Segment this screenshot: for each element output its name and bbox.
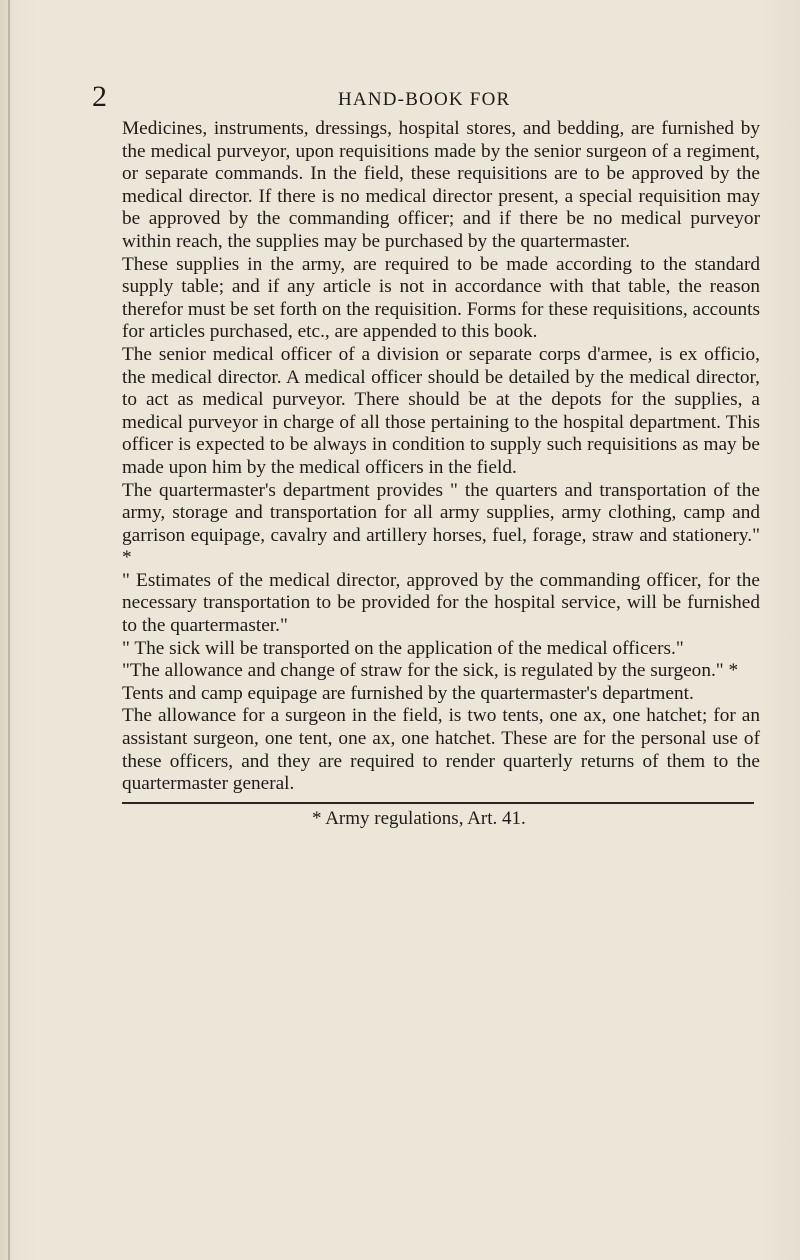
paragraph-tents: Tents and camp equipage are furnished by the quartermaster's department. bbox=[122, 682, 694, 704]
footnote-rule bbox=[122, 802, 754, 804]
paragraph-senior-officer: The senior medical officer of a division or separate corps d'armee, is ex officio, the medical director. A medical officer should be detailed by the medical director, to act as medical purveyor. There should be at the depots for the supplies, a medical purveyor in charge of all those pertaining to the hospital department. This officer is expected to be always in condition to supply such requisitions as may be made upon him by the medical officers in the field. bbox=[122, 343, 760, 478]
running-head: HAND-BOOK FOR bbox=[338, 89, 511, 110]
body-text bbox=[122, 118, 760, 796]
page-number: 2 bbox=[92, 80, 107, 113]
paragraph-straw: "The allowance and change of straw for the sick, is regulated by the surgeon." * bbox=[122, 660, 739, 682]
paragraph-sick-transport: " The sick will be transported on the application of the medical officers." bbox=[122, 637, 684, 659]
paragraph-estimates: " Estimates of the medical director, approved by the commanding officer, for the necessary transportation to be provided for the hospital service, will be furnished to the quartermaster." bbox=[122, 569, 760, 637]
paragraph-supplies: These supplies in the army, are required to be made according to the standard supply table; and if any article is not in accordance with that table, the reason therefor must be set forth on the requisition. Forms for these requisitions, accounts for articles purchased, etc., are appended to this book. bbox=[122, 253, 760, 343]
footnote: * Army regulations, Art. 41. bbox=[312, 808, 526, 829]
page-gutter bbox=[8, 0, 10, 1260]
paragraph-quartermaster: The quartermaster's department provides " the quarters and transportation of the army, storage and transportation for all army supplies, army clothing, camp and garrison equipage, cavalry and artillery horses, fuel, forage, straw and stationery." * bbox=[122, 479, 760, 569]
paragraph-allowance: The allowance for a surgeon in the field, is two tents, one ax, one hatchet; for an assistant surgeon, one tent, one ax, one hatchet. These are for the personal use of these officers, and they are required to render quarterly returns of them to the quartermaster general. bbox=[122, 705, 760, 795]
paragraph-medicines: Medicines, instruments, dressings, hospital stores, and bedding, are furnished by the medical purveyor, upon requisitions made by the senior surgeon of a regiment, or separate commands. In the field, these requisitions are to be approved by the medical director. If there is no medical director present, a special requisition may be approved by the commanding officer; and if there be no medical purveyor within reach, the supplies may be purchased by the quartermaster. bbox=[122, 118, 760, 252]
page-header bbox=[0, 80, 800, 114]
